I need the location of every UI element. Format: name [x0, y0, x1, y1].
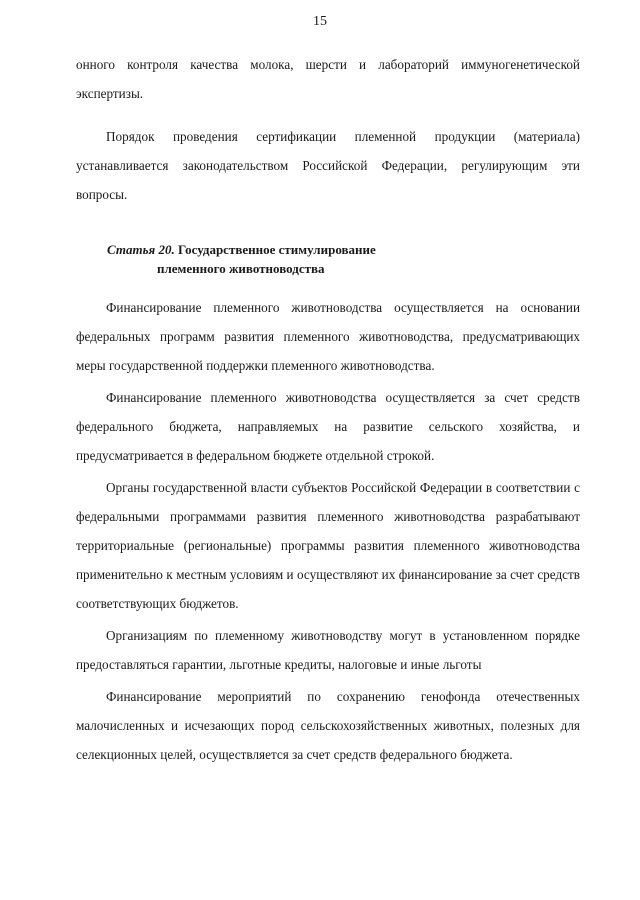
- article-heading: [107, 240, 376, 278]
- paragraph-continuation: онного контроля качества молока, шерсти и лабораторий иммуногенетической экспертизы.: [76, 57, 580, 101]
- article-paragraph: Финансирование мероприятий по сохранению генофонда отечественных малочисленных и исчезающих пород сельскохозяйственных животных, полезных для селекционных целей, осуществляется за счет средств федерального бюджета.: [76, 689, 580, 762]
- article-paragraph: Органы государственной власти субъектов Российской Федерации в соответствии с федеральными программами развития племенного животноводства разрабатывают территориальные (региональные) программы развития племенного животноводства применительно к местным условиям и осуществляют их финансирование за счет средств соответствующих бюджетов.: [76, 480, 580, 611]
- article-number: Статья 20.: [107, 242, 175, 257]
- paragraph-certification: Порядок проведения сертификации племенной продукции (материала) устанавливается законодательством Российской Федерации, регулирующим эти вопросы.: [76, 129, 580, 202]
- article-paragraph: Организациям по племенному животноводству могут в установленном порядке предоставляться гарантии, льготные кредиты, налоговые и иные льготы: [76, 628, 580, 672]
- article-paragraph: Финансирование племенного животноводства осуществляется на основании федеральных программ развития племенного животноводства, предусматривающих меры государственной поддержки племенного животноводства.: [76, 300, 580, 373]
- article-title-line2: племенного животноводства: [157, 261, 325, 276]
- article-paragraph: Финансирование племенного животноводства осуществляется за счет средств федерального бюджета, направляемых на развитие сельского хозяйства, и предусматривается в федеральном бюджете отдельной строкой.: [76, 390, 580, 463]
- page-number: 15: [313, 14, 327, 29]
- article-text-block: [76, 293, 580, 769]
- top-text-block: [76, 50, 580, 209]
- article-title-line1: Государственное стимулирование: [177, 242, 376, 257]
